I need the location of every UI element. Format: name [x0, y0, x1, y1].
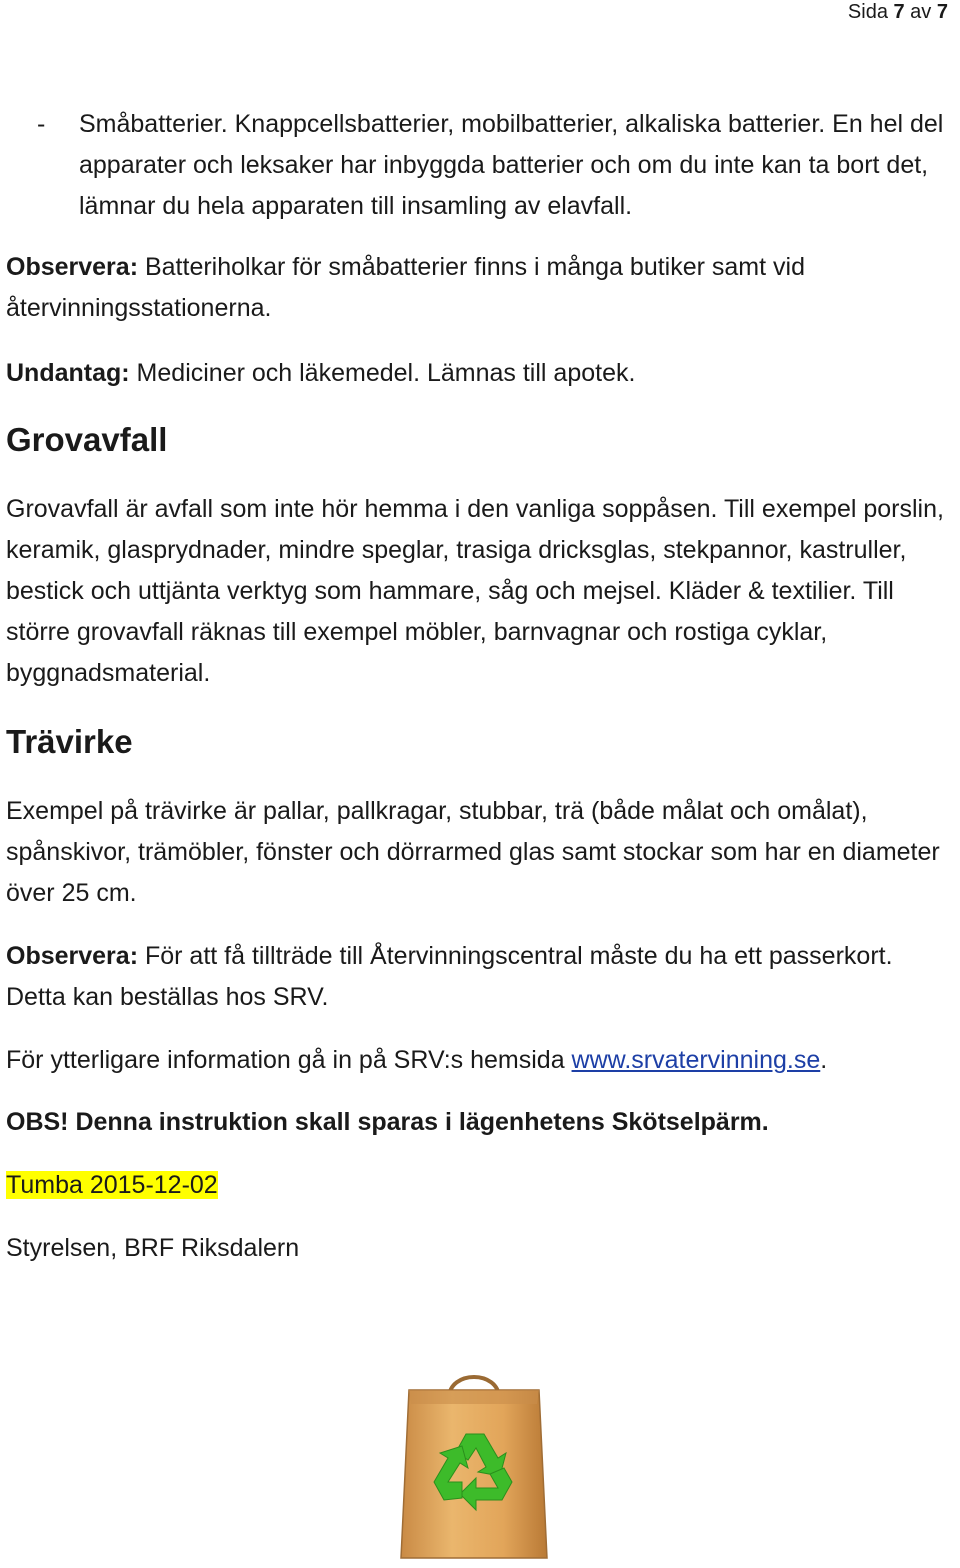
recycle-bag-icon — [389, 1368, 559, 1563]
bag-fold — [409, 1390, 539, 1404]
date-highlight: Tumba 2015-12-02 — [6, 1171, 218, 1199]
page-prefix: Sida — [847, 1, 894, 23]
bag-body — [401, 1390, 547, 1558]
page-separator: av — [904, 1, 937, 23]
signature: Styrelsen, BRF Riksdalern — [6, 1234, 300, 1262]
travirke-heading: Trävirke — [6, 723, 133, 760]
obs-note: OBS! Denna instruktion skall sparas i lägenhetens Skötselpärm. — [6, 1108, 769, 1136]
access-note-text: För att få tillträde till Återvinningscentral måste du ha ett passerkort. Detta kan beställas hos SRV. — [6, 942, 893, 1011]
grovavfall-text: Grovavfall är avfall som inte hör hemma i den vanliga soppåsen. Till exempel porslin, keramik, glasprydnader, mindre speglar, trasiga dricksglas, stekpannor, kastruller, bestick och uttjänta verktyg som hammare, såg och mejsel. Kläder & textilier. Till större grovavfall räknas till exempel möbler, barnvagnar och rostiga cyklar, byggnadsmaterial. — [6, 495, 944, 687]
battery-note-text: Batteriholkar för småbatterier finns i många butiker samt vid återvinningsstationerna. — [6, 253, 805, 322]
page-current: 7 — [893, 1, 905, 23]
recycle-bag-graphic — [389, 1368, 559, 1563]
more-info — [6, 1040, 956, 1081]
page-number — [848, 1, 948, 24]
exception-note — [6, 353, 956, 394]
travirke-text: Exempel på trävirke är pallar, pallkragar, stubbar, trä (både målat och omålat), spånskivor, trämöbler, fönster och dörrarmed glas samt stockar som har en diameter över 25 cm. — [6, 797, 940, 907]
battery-note — [6, 247, 956, 329]
bullet-dash: - — [37, 110, 46, 138]
battery-bullet — [37, 104, 957, 227]
exception-label: Undantag: — [6, 359, 130, 387]
website-link[interactable]: www.srvatervinning.se — [571, 1046, 821, 1074]
exception-text: Mediciner och läkemedel. Lämnas till apotek. — [129, 359, 636, 387]
more-info-text: För ytterligare information gå in på SRV:s hemsida — [6, 1046, 572, 1074]
page-total: 7 — [936, 1, 948, 23]
access-note — [6, 936, 956, 1018]
date-line — [6, 1165, 956, 1206]
grovavfall-heading: Grovavfall — [6, 421, 168, 458]
battery-note-label: Observera: — [6, 253, 139, 281]
more-info-end: . — [820, 1046, 828, 1074]
access-note-label: Observera: — [6, 942, 139, 970]
bullet-text: Småbatterier. Knappcellsbatterier, mobilbatterier, alkaliska batterier. En hel del apparater och leksaker har inbyggda batterier och om du inte kan ta bort det, lämnar du hela apparaten till insamling av elavfall. — [79, 110, 944, 220]
